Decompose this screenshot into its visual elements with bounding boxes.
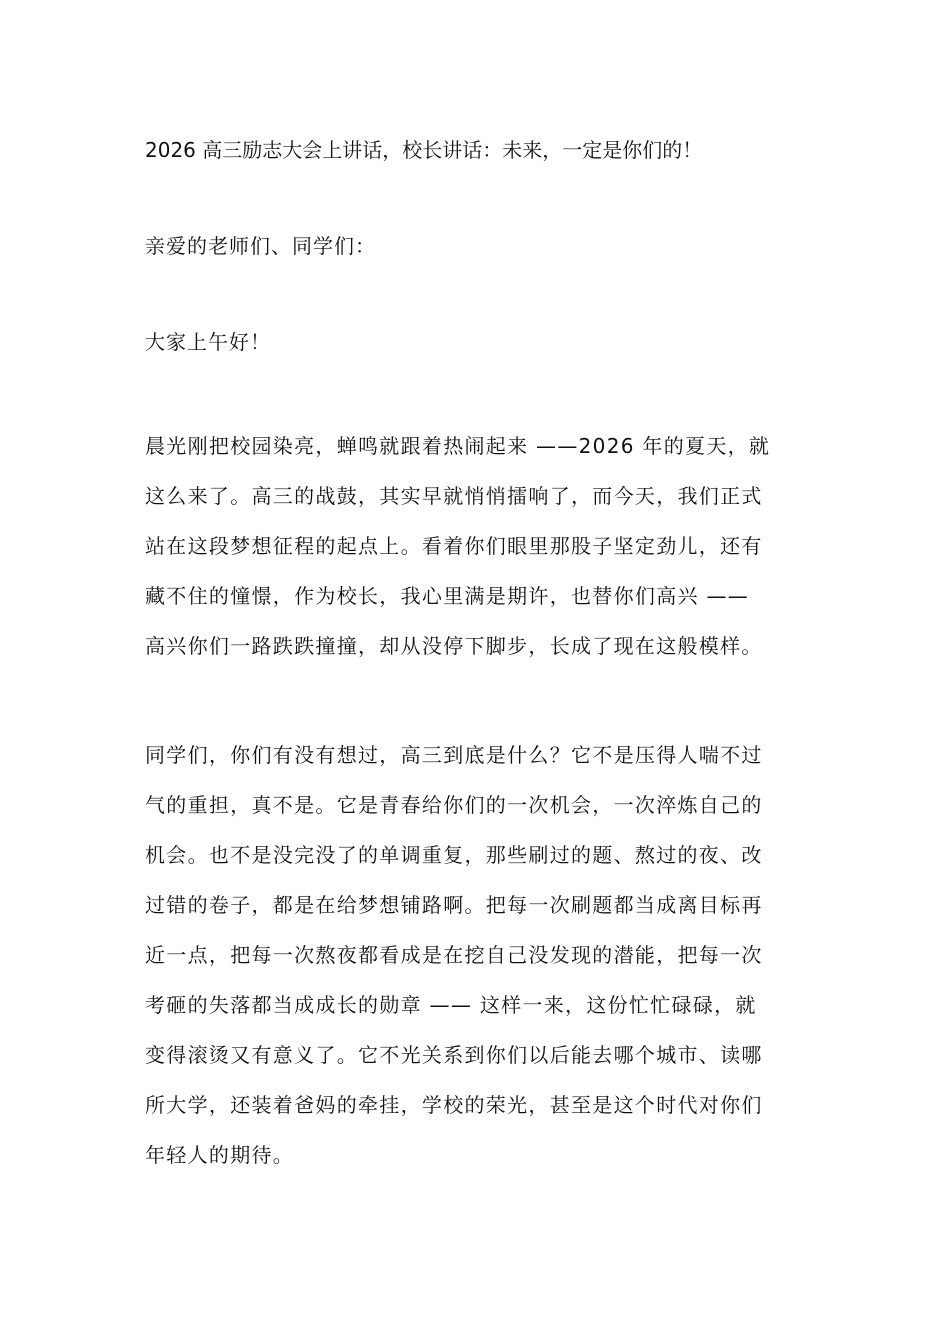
paragraph-line: 机会。也不是没完没了的单调重复，那些刷过的题、熬过的夜、改 xyxy=(145,843,763,867)
paragraph-line: 站在这段梦想征程的起点上。看着你们眼里那股子坚定劲儿，还有 xyxy=(145,534,763,558)
paragraph-line: 同学们，你们有没有想过，高三到底是什么？它不是压得人喘不过 xyxy=(145,743,763,767)
paragraph-line: 所大学，还装着爸妈的牵挂，学校的荣光，甚至是这个时代对你们 xyxy=(145,1093,763,1117)
paragraph-line: 藏不住的憧憬，作为校长，我心里满是期许，也替你们高兴 —— xyxy=(145,584,750,608)
paragraph-1 xyxy=(145,421,810,671)
paragraph-2 xyxy=(145,730,810,1180)
paragraph-line: 这么来了。高三的战鼓，其实早就悄悄擂响了，而今天，我们正式 xyxy=(145,484,763,508)
document-body xyxy=(145,132,810,1239)
paragraph-line: 气的重担，真不是。它是青春给你们的一次机会，一次淬炼自己的 xyxy=(145,793,763,817)
paragraph-line: 近一点，把每一次熬夜都看成是在挖自己没发现的潜能，把每一次 xyxy=(145,943,763,967)
paragraph-line: 晨光刚把校园染亮，蝉鸣就跟着热闹起来 ——2026 年的夏天，就 xyxy=(145,434,771,458)
paragraph-line: 变得滚烫又有意义了。它不光关系到你们以后能去哪个城市、读哪 xyxy=(145,1043,763,1067)
document-title: 2026 高三励志大会上讲话，校长讲话：未来，一定是你们的！ xyxy=(145,138,703,162)
paragraph-line: 高兴你们一路跌跌撞撞，却从没停下脚步，长成了现在这般模样。 xyxy=(145,634,763,658)
salutation: 亲爱的老师们、同学们： xyxy=(145,234,376,258)
greeting: 大家上午好！ xyxy=(145,330,271,354)
paragraph-line: 考砸的失落都当成成长的勋章 —— 这样一来，这份忙忙碌碌，就 xyxy=(145,993,757,1017)
paragraph-line: 过错的卷子，都是在给梦想铺路啊。把每一次刷题都当成离目标再 xyxy=(145,893,763,917)
paragraph-line: 年轻人的期待。 xyxy=(145,1143,295,1167)
